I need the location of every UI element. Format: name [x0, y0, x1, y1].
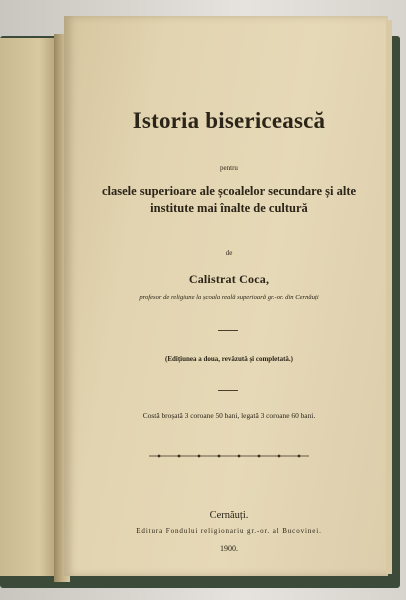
publisher: Editura Fondului religionariu gr.-or. al Bucovinei. [136, 527, 322, 535]
book-title: Istoria bisericească [132, 108, 326, 133]
left-page [0, 38, 57, 576]
subtitle-line-2: institute mai înalte de cultură [150, 201, 308, 215]
publication-city: Cernăuți. [209, 510, 249, 521]
author-role: profesor de religiune la școala reală superioară gr.-or. din Cernăuți [139, 294, 319, 301]
for-label: pentru [220, 164, 238, 172]
ornament-rule-icon [149, 452, 309, 460]
author-name: Calistrat Coca, [188, 272, 270, 286]
divider-dash [218, 330, 238, 331]
divider-dash [218, 390, 238, 391]
by-label: de [225, 249, 233, 257]
subtitle-line-1: clasele superioare ale școalelor secundare și alte [101, 184, 357, 198]
edition-note: (Edițiunea a doua, revăzută și completată.) [164, 355, 293, 363]
price-note: Costă broșată 3 coroane 50 bani, legată 3 coroane 60 bani. [142, 411, 316, 420]
title-page-content [70, 16, 388, 576]
publication-year: 1900. [220, 544, 238, 553]
